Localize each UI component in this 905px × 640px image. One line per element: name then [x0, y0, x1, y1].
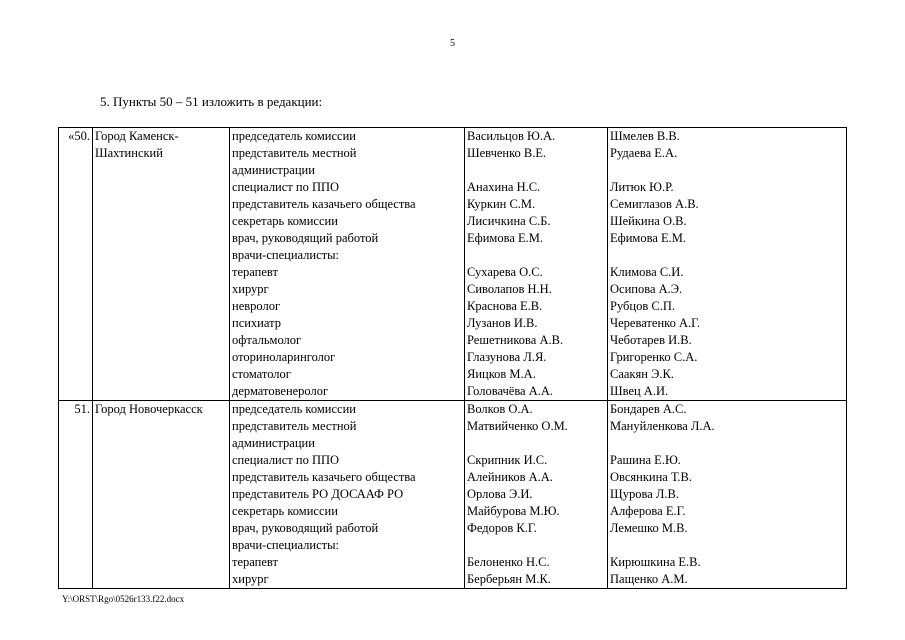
- reserve-member-line: Осипова А.Э.: [610, 282, 683, 296]
- table-row: [59, 401, 847, 589]
- role-line: специалист по ППО: [232, 180, 340, 194]
- reserve-member-line: [610, 537, 844, 554]
- reserve-member-line: Лемешко М.В.: [610, 521, 688, 535]
- reserve-member-line: Климова С.И.: [610, 265, 684, 279]
- role-line: специалист по ППО: [232, 453, 340, 467]
- reserve-member-line: [610, 435, 844, 452]
- main-member-line: [467, 537, 605, 554]
- role-line: председатель комиссии: [232, 129, 356, 143]
- main-member-line: Лисичкина С.Б.: [467, 214, 551, 228]
- reserve-member-line: Рудаева Е.А.: [610, 146, 678, 160]
- main-member-line: Волков О.А.: [467, 402, 533, 416]
- main-member-line: Лузанов И.В.: [467, 316, 538, 330]
- role-line: хирург: [232, 282, 269, 296]
- main-member-line: Решетникова А.В.: [467, 333, 564, 347]
- reserve-member-line: Щурова Л.В.: [610, 487, 679, 501]
- role-line: врачи-специалисты:: [232, 248, 339, 262]
- role-line: оториноларинголог: [232, 350, 336, 364]
- main-member-line: Майбурова М.Ю.: [467, 504, 560, 518]
- main-member-line: Белоненко Н.С.: [467, 555, 550, 569]
- reserve-member-line: Литюк Ю.Р.: [610, 180, 674, 194]
- role-line: дерматовенеролог: [232, 384, 329, 398]
- role-line: врач, руководящий работой: [232, 521, 379, 535]
- reserve-member-line: Овсянкина Т.В.: [610, 470, 692, 484]
- main-member-line: [467, 435, 605, 452]
- reserve-member-line: [610, 247, 844, 264]
- role-line: секретарь комиссии: [232, 214, 338, 228]
- item-number: 51.: [59, 401, 93, 589]
- table-row: [59, 128, 847, 401]
- main-member-line: Скрипник И.С.: [467, 453, 548, 467]
- role-line: представитель казачьего общества: [232, 470, 416, 484]
- main-member-line: Куркин С.М.: [467, 197, 536, 211]
- role-line: терапевт: [232, 265, 278, 279]
- city-name-line: Город Новочеркасск: [95, 402, 203, 416]
- role-line: представитель местной: [232, 146, 357, 160]
- main-member-line: Ефимова Е.М.: [467, 231, 543, 245]
- intro-paragraph: 5. Пункты 50 – 51 изложить в редакции:: [100, 94, 323, 109]
- role-line: психиатр: [232, 316, 281, 330]
- main-member-line: Глазунова Л.Я.: [467, 350, 547, 364]
- city-cell: [93, 128, 230, 401]
- reserve-member-line: Пащенко А.М.: [610, 572, 688, 586]
- main-member-line: Васильцов Ю.А.: [467, 129, 556, 143]
- reserve-member-line: Шмелев В.В.: [610, 129, 680, 143]
- role-line: секретарь комиссии: [232, 504, 338, 518]
- reserve-member-line: Алферова Е.Г.: [610, 504, 686, 518]
- main-member-line: Орлова Э.И.: [467, 487, 533, 501]
- main-member-line: Сиволапов Н.Н.: [467, 282, 552, 296]
- main-member-line: [467, 162, 605, 179]
- role-line: врач, руководящий работой: [232, 231, 379, 245]
- role-line: хирург: [232, 572, 269, 586]
- reserve-member-line: Григоренко С.А.: [610, 350, 698, 364]
- role-line: стоматолог: [232, 367, 291, 381]
- role-line: представитель казачьего общества: [232, 197, 416, 211]
- reserve-member-line: Саакян Э.К.: [610, 367, 674, 381]
- reserve-member-line: Бондарев А.С.: [610, 402, 687, 416]
- city-name-line: Шахтинский: [95, 146, 163, 160]
- reserve-member-line: Рашина Е.Ю.: [610, 453, 681, 467]
- role-line: офтальмолог: [232, 333, 302, 347]
- reserve-member-line: Чеботарев И.В.: [610, 333, 692, 347]
- reserve-member-line: Швец А.И.: [610, 384, 669, 398]
- role-column-cell: [230, 128, 465, 401]
- role-line: терапевт: [232, 555, 278, 569]
- role-line: врачи-специалисты:: [232, 538, 339, 552]
- main-member-line: Берберьян М.К.: [467, 572, 551, 586]
- city-cell: [93, 401, 230, 589]
- reserve-member-line: Мануйленкова Л.А.: [610, 419, 715, 433]
- city-name-line: Город Каменск-: [95, 129, 179, 143]
- main-member-line: Матвийченко О.М.: [467, 419, 568, 433]
- commission-table: [58, 127, 847, 589]
- main-column-cell: [465, 128, 608, 401]
- main-member-line: Алейников А.А.: [467, 470, 553, 484]
- main-member-line: Головачёва А.А.: [467, 384, 554, 398]
- reserve-member-line: Ефимова Е.М.: [610, 231, 686, 245]
- role-line: невролог: [232, 299, 281, 313]
- main-member-line: Краснова Е.В.: [467, 299, 543, 313]
- reserve-member-line: Рубцов С.П.: [610, 299, 675, 313]
- main-member-line: [467, 247, 605, 264]
- main-member-line: Шевченко В.Е.: [467, 146, 547, 160]
- item-number: «50.: [59, 128, 93, 401]
- page-number: 5: [450, 38, 455, 49]
- footer-file-path: Y:\ORST\Rgo\0526r133.f22.docx: [62, 594, 185, 604]
- main-member-line: Яицков М.А.: [467, 367, 536, 381]
- reserve-member-line: Кирюшкина Е.В.: [610, 555, 701, 569]
- reserve-member-line: Шейкина О.В.: [610, 214, 687, 228]
- reserve-member-line: Семиглазов А.В.: [610, 197, 699, 211]
- reserve-member-line: Череватенко А.Г.: [610, 316, 701, 330]
- main-member-line: Сухарева О.С.: [467, 265, 543, 279]
- main-member-line: Федоров К.Г.: [467, 521, 537, 535]
- main-member-line: Анахина Н.С.: [467, 180, 541, 194]
- reserve-member-line: [610, 162, 844, 179]
- role-line: представитель РО ДОСААФ РО: [232, 487, 404, 501]
- role-line: председатель комиссии: [232, 402, 356, 416]
- main-column-cell: [465, 401, 608, 589]
- role-line: администрации: [232, 163, 315, 177]
- reserve-column-cell: [608, 401, 847, 589]
- role-column-cell: [230, 401, 465, 589]
- role-line: представитель местной: [232, 419, 357, 433]
- reserve-column-cell: [608, 128, 847, 401]
- role-line: администрации: [232, 436, 315, 450]
